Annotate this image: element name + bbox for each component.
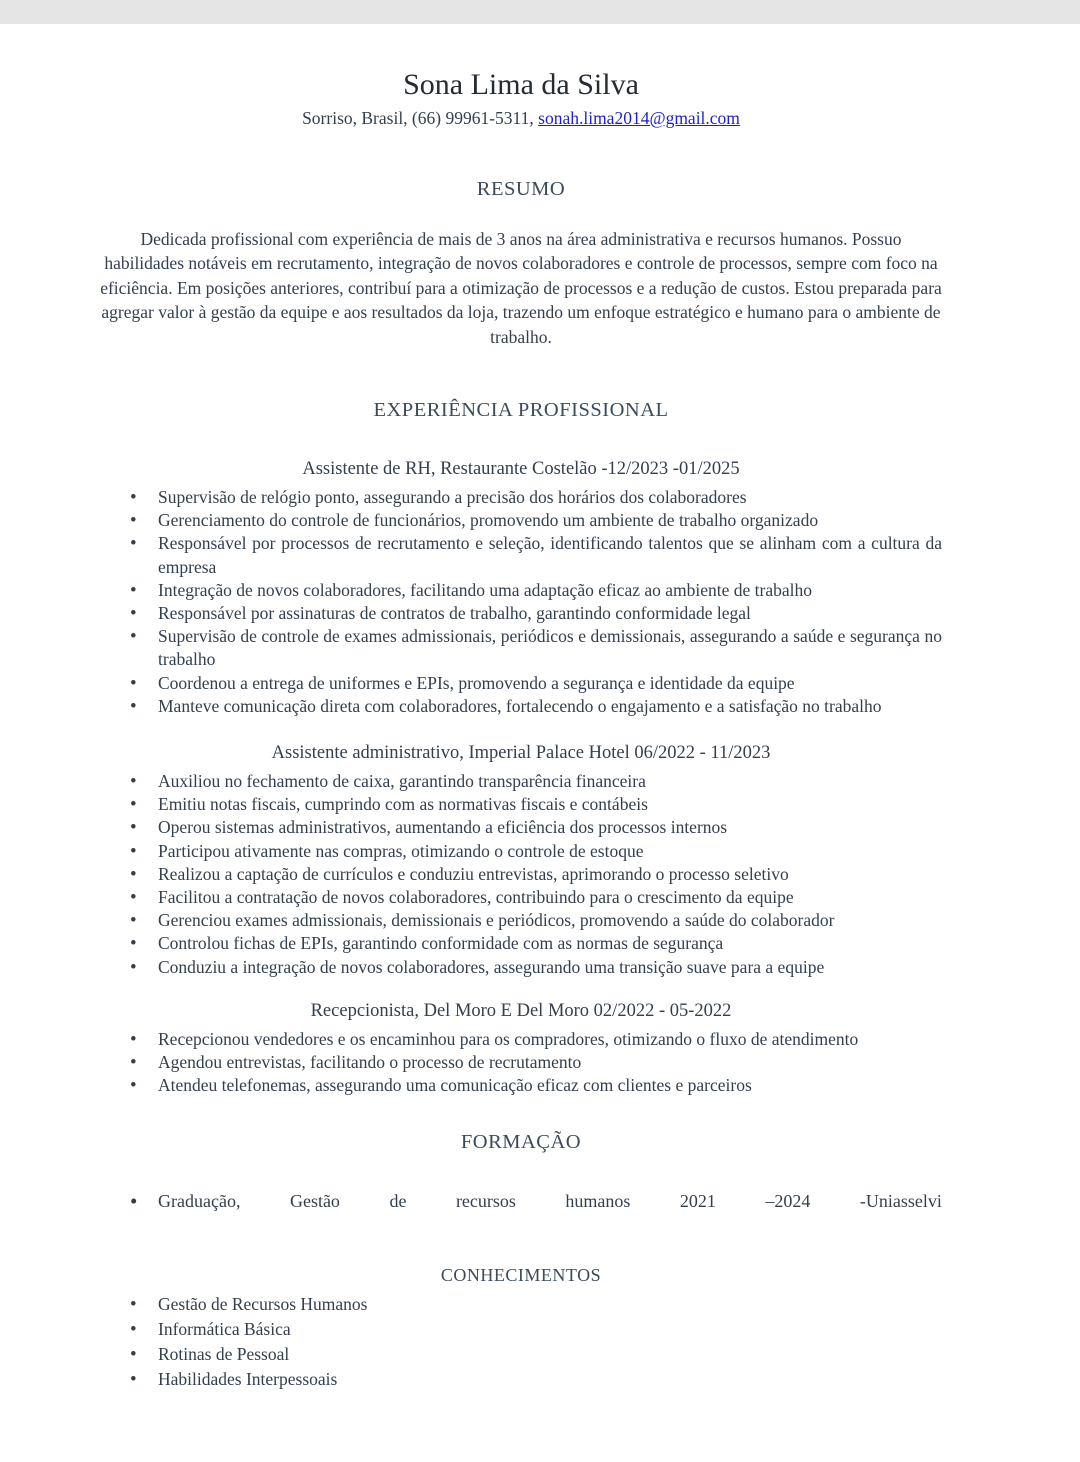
- education-justified-line: [158, 1190, 942, 1213]
- job-3-bullet-list: [100, 1028, 942, 1098]
- job-1-bullet: • Responsável por assinaturas de contratos de trabalho, garantindo conformidade legal: [130, 602, 942, 625]
- job-2-bullet: • Operou sistemas administrativos, aumentando a eficiência dos processos internos: [130, 816, 942, 839]
- education-segment: –2024: [765, 1191, 811, 1212]
- email-link[interactable]: sonah.lima2014@gmail.com: [538, 107, 740, 128]
- job-2-bullet: • Auxiliou no fechamento de caixa, garantindo transparência financeira: [130, 770, 942, 793]
- job-1-bullet: • Manteve comunicação direta com colaboradores, fortalecendo o engajamento e a satisfação no trabalho: [130, 695, 942, 718]
- candidate-name: Sona Lima da Silva: [403, 68, 639, 101]
- job-2-bullet: • Realizou a captação de currículos e conduziu entrevistas, aprimorando o processo seletivo: [130, 863, 942, 886]
- education-segment: -Uniasselvi: [859, 1191, 942, 1212]
- job-1-bullet: • Supervisão de relógio ponto, assegurando a precisão dos horários dos colaboradores: [130, 486, 942, 509]
- section-heading-formacao: FORMAÇÃO: [460, 1131, 582, 1154]
- education-segment: • Graduação,: [158, 1191, 241, 1212]
- job-1-bullet: • Supervisão de controle de exames admissionais, periódicos e demissionais, assegurando a saúde e segurança no trabalho: [130, 625, 942, 671]
- job-3-bullet: • Agendou entrevistas, facilitando o processo de recrutamento: [130, 1051, 942, 1074]
- education-segment: Gestão: [289, 1191, 340, 1212]
- skill-item: • Gestão de Recursos Humanos: [130, 1292, 942, 1317]
- skill-item: • Informática Básica: [130, 1317, 942, 1342]
- job-2-bullet: • Participou ativamente nas compras, otimizando o controle de estoque: [130, 840, 942, 863]
- job-2-bullet-list: [100, 770, 942, 979]
- summary-paragraph: Dedicada profissional com experiência de mais de 3 anos na área administrativa e recursos humanos. Possuo habilidades notáveis em recrutamento, integração de novos colaboradores e controle de processos, sempre com foco na eficiência. Em posições anteriores, contribuí para a otimização de processos e a redução de custos. Estou preparada para agregar valor à gestão da equipe e aos resultados da loja, trazendo um enfoque estratégico e humano para o ambiente de trabalho.: [100, 228, 942, 347]
- contact-location-phone: Sorriso, Brasil, (66) 99961-5311,: [302, 107, 539, 128]
- job-1-bullet-list: [100, 486, 942, 718]
- job-title-1: Assistente de RH, Restaurante Costelão -12/2023 -01/2025: [302, 459, 740, 479]
- section-heading-conhecimentos: CONHECIMENTOS: [440, 1265, 602, 1286]
- job-1-bullet: • Coordenou a entrega de uniformes e EPIs, promovendo a segurança e identidade da equipe: [130, 672, 942, 695]
- section-heading-experiencia: EXPERIÊNCIA PROFISSIONAL: [373, 399, 669, 421]
- section-heading-resumo: RESUMO: [476, 177, 566, 200]
- job-2-bullet: • Emitiu notas fiscais, cumprindo com as normativas fiscais e contábeis: [130, 793, 942, 816]
- job-2-bullet: • Gerenciou exames admissionais, demissionais e periódicos, promovendo a saúde do colaborador: [130, 909, 942, 932]
- job-2-bullet: • Controlou fichas de EPIs, garantindo conformidade com as normas de segurança: [130, 932, 942, 955]
- skills-list: [100, 1292, 942, 1392]
- education-segment: recursos: [455, 1191, 516, 1212]
- skill-item: • Habilidades Interpessoais: [130, 1367, 942, 1392]
- job-2-bullet: • Facilitou a contratação de novos colaboradores, contribuindo para o crescimento da equipe: [130, 886, 942, 909]
- document-content: [0, 24, 1080, 1432]
- job-3-bullet: • Recepcionou vendedores e os encaminhou para os compradores, otimizando o fluxo de atendimento: [130, 1028, 942, 1051]
- job-title-2: Assistente administrativo, Imperial Palace Hotel 06/2022 - 11/2023: [271, 743, 771, 764]
- job-1-bullet: • Responsável por processos de recrutamento e seleção, identificando talentos que se alinham com a cultura da empresa: [130, 532, 942, 578]
- job-3-bullet: • Atendeu telefonemas, assegurando uma comunicação eficaz com clientes e parceiros: [130, 1074, 942, 1097]
- skill-item: • Rotinas de Pessoal: [130, 1342, 942, 1367]
- job-title-3: Recepcionista, Del Moro E Del Moro 02/2022 - 05-2022: [310, 1000, 732, 1021]
- education-entry: [130, 1190, 942, 1213]
- job-1-bullet: • Gerenciamento do controle de funcionários, promovendo um ambiente de trabalho organizado: [130, 509, 942, 532]
- job-2-bullet: • Conduziu a integração de novos colaboradores, assegurando uma transição suave para a equipe: [130, 956, 942, 979]
- job-1-bullet: • Integração de novos colaboradores, facilitando uma adaptação eficaz ao ambiente de trabalho: [130, 579, 942, 602]
- education-segment: de: [389, 1191, 407, 1212]
- education-segment: humanos: [565, 1191, 631, 1212]
- contact-line: [100, 108, 942, 129]
- document-top-edge-bar: [0, 0, 1080, 24]
- education-segment: 2021: [679, 1191, 716, 1212]
